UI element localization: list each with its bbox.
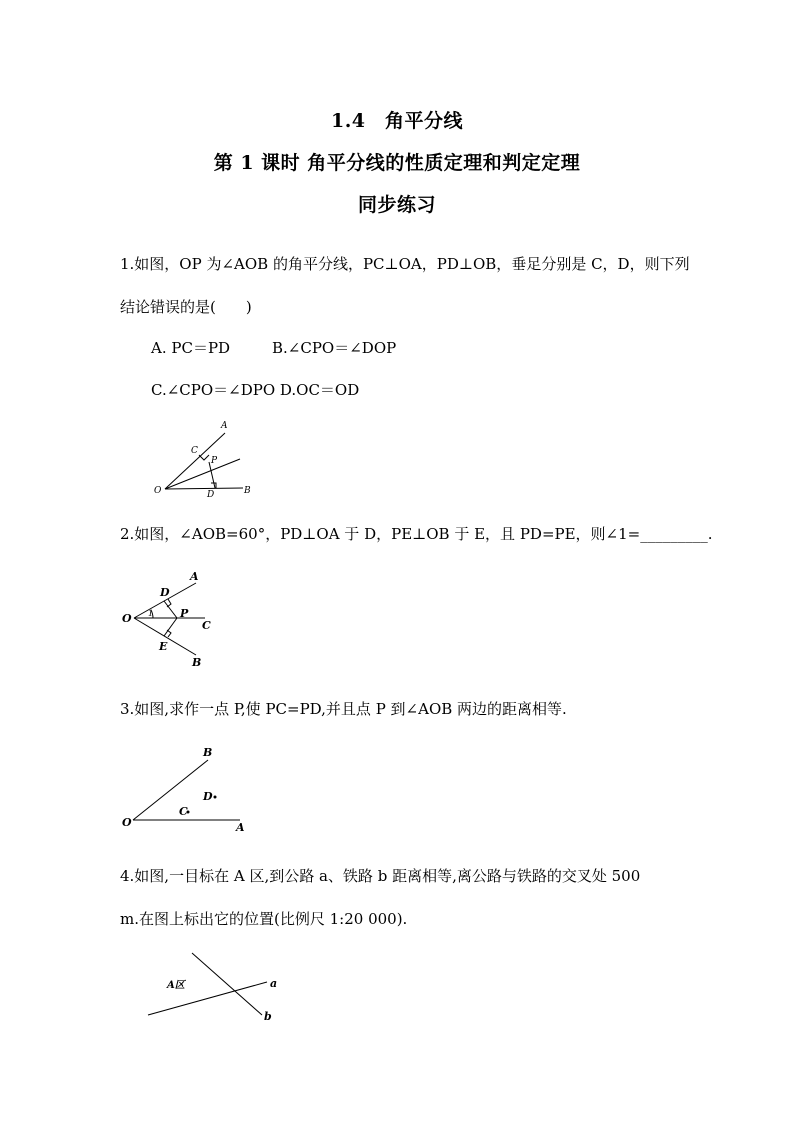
q4-railway-b [192,953,262,1015]
exercise-title: 同步练习 [357,194,436,216]
question-4-line-1: 4.如图,一目标在 A 区,到公路 a、铁路 b 距离相等,离公路与铁路的交叉处 500 [120,867,641,885]
q2-label-d: D [160,586,170,599]
q1-label-b: B [244,486,251,496]
q3-label-o: O [122,816,132,829]
q1-label-a: A [221,421,228,431]
question-1-option-a: A. PC＝PD [151,339,231,357]
q3-label-d: D [203,790,213,803]
section-title: 1.4 角平分线 [330,110,464,132]
question-4-line-2: m.在图上标出它的位置(比例尺 1:20 000). [120,910,408,928]
question-1-line-2: 结论错误的是( ) [120,298,252,316]
q2-label-p: P [180,607,189,620]
question-1-option-cd: C.∠CPO＝∠DPO D.OC＝OD [151,381,360,399]
q2-label-o: O [122,612,132,625]
question-1-line-1: 1.如图，OP 为∠AOB 的角平分线，PC⊥OA，PD⊥OB，垂足分别是 C，D，则下列 [120,255,690,273]
q3-label-a: A [236,821,245,834]
q1-label-d: D [207,490,215,500]
q4-road-a [148,982,267,1015]
q2-label-1: 1 [148,609,154,618]
q2-label-c: C [202,619,211,632]
q1-label-o: O [154,486,162,496]
q1-label-p: P [211,456,218,466]
q4-label-region-a: A区 [167,980,185,991]
question-2-text: 2.如图，∠AOB=60°，PD⊥OA 于 D，PE⊥OB 于 E，且 PD=PE，则∠1=_________. [120,525,713,543]
question-1-option-b: B.∠CPO＝∠DOP [272,339,397,357]
q2-label-e: E [159,640,168,653]
q2-label-a: A [190,570,199,583]
q2-label-b: B [192,656,202,669]
q4-label-b: b [264,1010,272,1023]
q3-label-b: B [203,746,213,759]
question-3-text: 3.如图,求作一点 P,使 PC=PD,并且点 P 到∠AOB 两边的距离相等. [120,700,567,718]
q4-label-a: a [270,977,278,990]
q3-label-c: C [179,805,188,818]
q1-label-c: C [191,446,198,456]
lesson-title: 第 1 课时 角平分线的性质定理和判定定理 [213,152,581,174]
